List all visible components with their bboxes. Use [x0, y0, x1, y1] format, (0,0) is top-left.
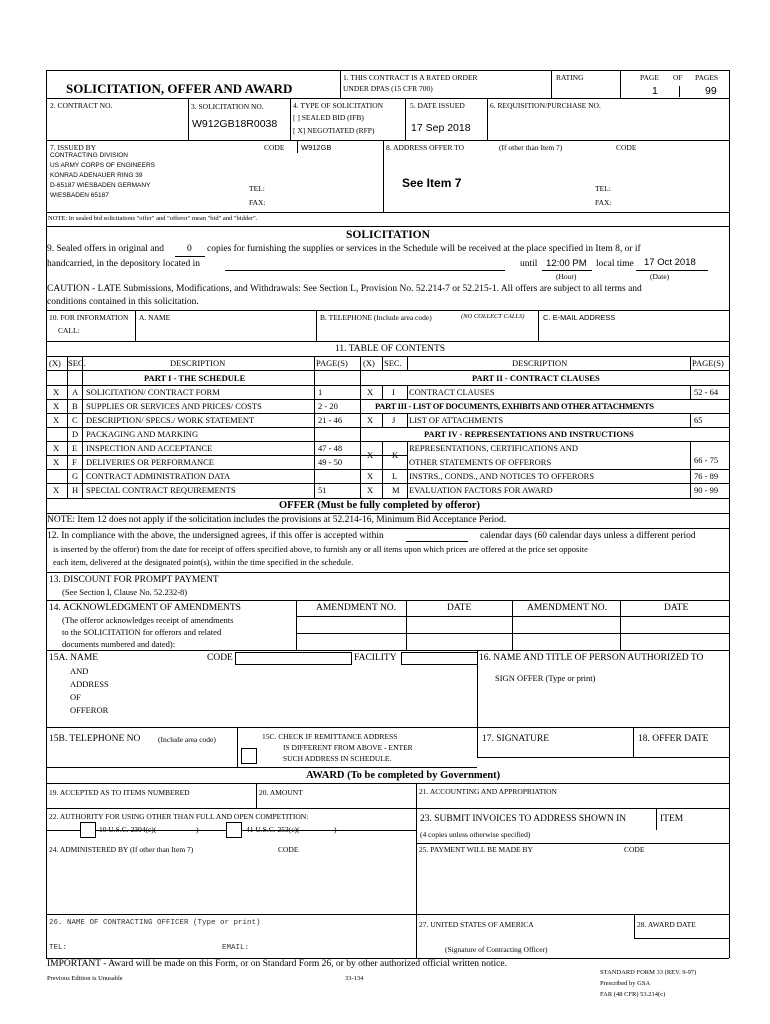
requisition-label: 6. REQUISITION/PURCHASE NO. [490, 101, 601, 110]
item9-depository: handcarried, in the depository located in [47, 259, 201, 269]
toc-col-desc: DESCRIPTION [170, 358, 226, 368]
toc-col-pages-right: PAGE(S) [692, 358, 724, 368]
toc-row-desc: CONTRACT ADMINISTRATION DATA [86, 471, 231, 481]
fax-label: FAX: [249, 198, 266, 207]
toc-l-x[interactable]: X [367, 471, 374, 481]
toc-m-desc: EVALUATION FACTORS FOR AWARD [409, 485, 553, 495]
toc-l-desc: INSTRS., CONDS., AND NOTICES TO OFFERORS [409, 471, 595, 481]
form-title: SOLICITATION, OFFER AND AWARD [66, 81, 293, 96]
toc-k-desc-2: OTHER STATEMENTS OF OFFERORS [409, 457, 552, 467]
co-tel-label: TEL: [49, 944, 68, 952]
item23-item-label: ITEM [660, 814, 684, 824]
offeror-code-field[interactable] [235, 652, 352, 665]
toc-row-desc: DELIVERIES OR PERFORMANCE [86, 457, 214, 467]
item27-label: 27. UNITED STATES OF AMERICA [419, 920, 534, 929]
item23-label: 23. SUBMIT INVOICES TO ADDRESS SHOWN IN [420, 814, 627, 824]
frame-left [46, 70, 47, 958]
toc-i-pages: 52 - 64 [694, 387, 719, 397]
item16-sub: SIGN OFFER (Type or print) [495, 673, 596, 683]
caution-line-1: CAUTION - LATE Submissions, Modifications, and Withdrawals: See Section L, Provision No. 52.214-7 or 52.215-1. All offers are subject to all terms and [47, 284, 642, 294]
item14-label: 14. ACKNOWLEDGMENT OF AMENDMENTS [49, 603, 241, 613]
toc-row-pages: 49 - 50 [318, 457, 343, 467]
toc-j-desc: LIST OF ATTACHMENTS [409, 415, 504, 425]
toc-k-pages: 66 - 75 [694, 455, 719, 465]
toc-l-pages: 76 - 89 [694, 471, 719, 481]
toc-m-sec: M [392, 485, 400, 495]
issuer-line: US ARMY CORPS OF ENGINEERS [50, 162, 155, 169]
toc-col-desc-right: DESCRIPTION [512, 358, 568, 368]
toc-row-desc: INSPECTION AND ACCEPTANCE [86, 443, 213, 453]
offer-heading: OFFER (Must be fully completed by offeror) [279, 500, 481, 511]
far-reference: FAR (48 CFR) 53.214(c) [600, 991, 666, 998]
co-email-label: EMAIL: [222, 944, 250, 952]
item9-copies[interactable]: 0 [187, 244, 192, 254]
toc-col-pages: PAGE(S) [316, 358, 348, 368]
negotiated-option[interactable]: [ X] NEGOTIATED (RFP) [293, 126, 375, 135]
solicitation-no-value[interactable]: W912GB18R0038 [192, 118, 278, 130]
date-issued-label: 5. DATE ISSUED [410, 101, 465, 110]
tel-label-8: TEL: [595, 184, 611, 193]
item24-code-label: CODE [278, 845, 299, 854]
item20-label: 20. AMOUNT [259, 788, 303, 797]
issuer-line: WIESBADEN 65187 [50, 192, 109, 199]
fax-label-8: FAX: [595, 198, 612, 207]
award-heading: AWARD (To be completed by Government) [306, 770, 501, 781]
frame-top [46, 70, 729, 71]
contact-name-label: A. NAME [139, 313, 171, 322]
toc-col-x: (X) [49, 358, 61, 368]
usc-2304-label: 10 U.S.C. 2304(c)( [99, 825, 157, 834]
toc-row-sec: B [72, 401, 78, 411]
usc-253-close: ) [334, 825, 337, 834]
toc-row-x[interactable]: X [53, 457, 60, 467]
item15b-label: 15B. TELEPHONE NO [49, 734, 141, 744]
item24-label: 24. ADMINISTERED BY (If other than Item 7) [49, 845, 194, 854]
solicitation-type-label: 4. TYPE OF SOLICITATION [293, 101, 384, 110]
toc-row-desc: SUPPLIES OR SERVICES AND PRICES/ COSTS [86, 401, 262, 411]
date-issued-value[interactable]: 17 Sep 2018 [411, 122, 471, 134]
local-time-label: local time [596, 259, 634, 269]
item19-label: 19. ACCEPTED AS TO ITEMS NUMBERED [49, 788, 190, 797]
item21-label: 21. ACCOUNTING AND APPROPRIATION [419, 787, 557, 796]
item15c-line-1: 15C. CHECK IF REMITTANCE ADDRESS [262, 732, 398, 741]
toc-k-desc-1: REPRESENTATIONS, CERTIFICATIONS AND [409, 443, 579, 453]
toc-j-sec: J [392, 415, 396, 425]
toc-row-x[interactable]: X [53, 485, 60, 495]
date-caption: (Date) [650, 272, 670, 281]
of-label: OF [673, 73, 683, 82]
form-code: 33-134 [345, 975, 364, 982]
toc-j-pages: 65 [694, 415, 703, 425]
toc-m-x[interactable]: X [367, 485, 374, 495]
toc-row-x[interactable]: X [53, 401, 60, 411]
item28-label: 28. AWARD DATE [637, 920, 696, 929]
solicitation-no-label: 3. SOLICITATION NO. [191, 102, 264, 111]
issuer-line: CONTRACTING DIVISION [50, 152, 129, 159]
toc-row-sec: F [72, 457, 77, 467]
item12-line-1b: calendar days (60 calendar days unless a different period [480, 531, 696, 541]
date-value[interactable]: 17 Oct 2018 [644, 257, 696, 268]
toc-row-desc: SPECIAL CONTRACT REQUIREMENTS [86, 485, 236, 495]
caution-line-2: conditions contained in this solicitation. [47, 297, 199, 307]
call-label: CALL: [58, 326, 80, 335]
toc-row-sec: E [72, 443, 78, 453]
item18-label: 18. OFFER DATE [638, 734, 709, 744]
item15a-offeror: OFFEROR [70, 705, 109, 715]
toc-row-desc: PACKAGING AND MARKING [86, 429, 199, 439]
toc-part-4: PART IV - REPRESENTATIONS AND INSTRUCTIONS [424, 429, 634, 439]
hour-caption: (Hour) [556, 272, 577, 281]
page-label: PAGE [640, 73, 659, 82]
dpas-label: UNDER DPAS (15 CFR 700) [343, 84, 433, 93]
item9-text: copies for furnishing the supplies or services in the Schedule will be received at the place specified in Item 8, or if [207, 244, 641, 254]
include-area-code: (Include area code) [158, 735, 216, 744]
sf33-label: STANDARD FORM 33 (REV. 9-97) [600, 969, 697, 976]
see-item-7: See Item 7 [402, 176, 462, 190]
contract-no-label: 2. CONTRACT NO. [50, 101, 113, 110]
toc-i-desc: CONTRACT CLAUSES [409, 387, 495, 397]
prescribed-by: Prescribed by GSA [600, 980, 651, 987]
item26-label: 26. NAME OF CONTRACTING OFFICER (Type or print) [49, 919, 261, 927]
item14-sub-3: documents numbered and dated): [62, 639, 176, 649]
item12-line-2: is inserted by the offeror) from the date for receipt of offers specified above, to furnish any or all items upon which prices are offered at the price set opposite [53, 544, 588, 554]
facility-label: FACILITY [354, 653, 397, 663]
toc-col-sec: SEC. [68, 358, 86, 368]
amendment-no-header: AMENDMENT NO. [316, 603, 397, 613]
item17-label: 17. SIGNATURE [482, 734, 550, 744]
signature-caption: (Signature of Contracting Officer) [445, 945, 548, 954]
rated-order-label: 1. THIS CONTRACT IS A RATED ORDER [343, 73, 478, 82]
pages-label: PAGES [695, 73, 719, 82]
issued-by-label: 7. ISSUED BY [50, 143, 97, 152]
toc-k-x[interactable]: X [367, 450, 374, 460]
item14-sub-2: to the SOLICITATION for offerors and related [62, 627, 222, 637]
toc-row-sec: H [72, 485, 79, 495]
rating-label: RATING [556, 73, 584, 82]
issuer-line: D-65187 WIESBADEN GERMANY [50, 182, 151, 189]
toc-k-sec: K [392, 450, 399, 460]
frame-right [729, 70, 730, 958]
email-label: C. E-MAIL ADDRESS [543, 313, 616, 322]
sealed-bid-option[interactable]: [ ] SEALED BID (IFB) [293, 113, 364, 122]
remittance-checkbox[interactable] [241, 748, 257, 764]
item25-code-label: CODE [624, 845, 645, 854]
code-label: CODE [264, 143, 285, 152]
amendment-date-header: DATE [447, 603, 472, 613]
toc-col-sec-right: SEC. [384, 358, 402, 368]
toc-row-sec: D [72, 429, 79, 439]
toc-row-desc: SOLICITATION/ CONTRACT FORM [86, 387, 220, 397]
toc-heading: 11. TABLE OF CONTENTS [335, 344, 446, 354]
usc-253-checkbox[interactable] [226, 822, 242, 838]
item15a-address: ADDRESS [70, 679, 109, 689]
toc-row-sec: G [72, 471, 79, 481]
amendment-date-header-2: DATE [664, 603, 689, 613]
item15a-and: AND [70, 666, 89, 676]
telephone-label: B. TELEPHONE (Include area code) [320, 313, 432, 322]
item16-label: 16. NAME AND TITLE OF PERSON AUTHORIZED TO [479, 653, 704, 663]
toc-col-x-right: (X) [363, 358, 375, 368]
facility-field[interactable] [401, 652, 478, 665]
toc-row-x[interactable]: X [53, 387, 60, 397]
usc-2304-checkbox[interactable] [80, 822, 96, 838]
if-other-label: (If other than Item 7) [499, 143, 563, 152]
page-value: 1 [652, 85, 658, 97]
toc-i-x[interactable]: X [367, 387, 374, 397]
toc-row-sec: C [72, 415, 78, 425]
toc-i-sec: I [392, 387, 395, 397]
toc-row-x[interactable]: X [53, 443, 60, 453]
toc-row-pages: 47 - 48 [318, 443, 343, 453]
item13-label: 13. DISCOUNT FOR PROMPT PAYMENT [49, 575, 219, 585]
toc-row-pages: 21 - 46 [318, 415, 343, 425]
item15a-of: OF [70, 692, 81, 702]
toc-j-x[interactable]: X [367, 415, 374, 425]
item23-sub: (4 copies unless otherwise specified) [420, 830, 531, 839]
for-information-label: 10. FOR INFORMATION [49, 313, 129, 322]
issuer-line: KONRAD ADENAUER RING 39 [50, 172, 143, 179]
until-label: until [520, 259, 538, 269]
toc-row-pages: 1 [318, 387, 323, 397]
tel-label: TEL: [249, 184, 265, 193]
item25-label: 25. PAYMENT WILL BE MADE BY [419, 845, 533, 854]
note-sealed-bid: NOTE: In sealed bid solicitations "offer" and "offeror" mean "bid" and "bidder". [48, 215, 258, 222]
toc-m-pages: 90 - 99 [694, 485, 719, 495]
item15c-line-3: SUCH ADDRESS IN SCHEDULE. [283, 754, 392, 763]
toc-row-sec: A [72, 387, 79, 397]
toc-row-x[interactable]: X [53, 415, 60, 425]
toc-part-3: PART III - LIST OF DOCUMENTS, EXHIBITS AND OTHER ATTACHMENTS [375, 401, 654, 411]
item15a-label: 15A. NAME [49, 653, 99, 663]
item14-sub-1: (The offeror acknowledges receipt of amendments [62, 615, 234, 625]
solicitation-heading: SOLICITATION [346, 229, 430, 241]
item22-label: 22. AUTHORITY FOR USING OTHER THAN FULL AND OPEN COMPETITION: [49, 812, 309, 821]
item12-line-3: each item, delivered at the designated point(s), within the time specified in the schedule. [53, 557, 354, 567]
pages-value: 99 [705, 85, 717, 97]
offeror-code-label: CODE [207, 653, 233, 663]
no-collect-label: (NO COLLECT CALLS) [461, 313, 525, 320]
code-value[interactable]: W912GB [301, 143, 332, 152]
item13-sub: (See Section I, Clause No. 52.232-8) [62, 587, 188, 597]
item12-line-1a: 12. In compliance with the above, the undersigned agrees, if this offer is accepted within [47, 531, 384, 541]
toc-part-1: PART I - THE SCHEDULE [144, 373, 246, 383]
address-offer-label: 8. ADDRESS OFFER TO [386, 143, 465, 152]
important-notice: IMPORTANT - Award will be made on this Form, or on Standard Form 26, or by other authorized official written notice. [47, 959, 507, 969]
amendment-no-header-2: AMENDMENT NO. [527, 603, 608, 613]
code-label-8: CODE [616, 143, 637, 152]
toc-part-2: PART II - CONTRACT CLAUSES [472, 373, 600, 383]
usc-2304-close: ) [196, 825, 199, 834]
item9-label: 9. Sealed offers in original and [47, 244, 164, 254]
usc-253-label: 41 U.S.C. 253(c)( [246, 825, 300, 834]
note-item-12: NOTE: Item 12 does not apply if the solicitation includes the provisions at 52.214-16, Minimum Bid Acceptance Period. [47, 515, 507, 525]
toc-row-pages: 51 [318, 485, 327, 495]
item15c-line-2: IS DIFFERENT FROM ABOVE - ENTER [283, 743, 413, 752]
toc-row-pages: 2 - 20 [318, 401, 338, 411]
toc-row-desc: DESCRIPTION/ SPECS./ WORK STATEMENT [86, 415, 255, 425]
hour-value[interactable]: 12:00 PM [546, 258, 587, 269]
previous-edition: Previous Edition is Unusable [47, 975, 123, 982]
toc-l-sec: L [392, 471, 398, 481]
